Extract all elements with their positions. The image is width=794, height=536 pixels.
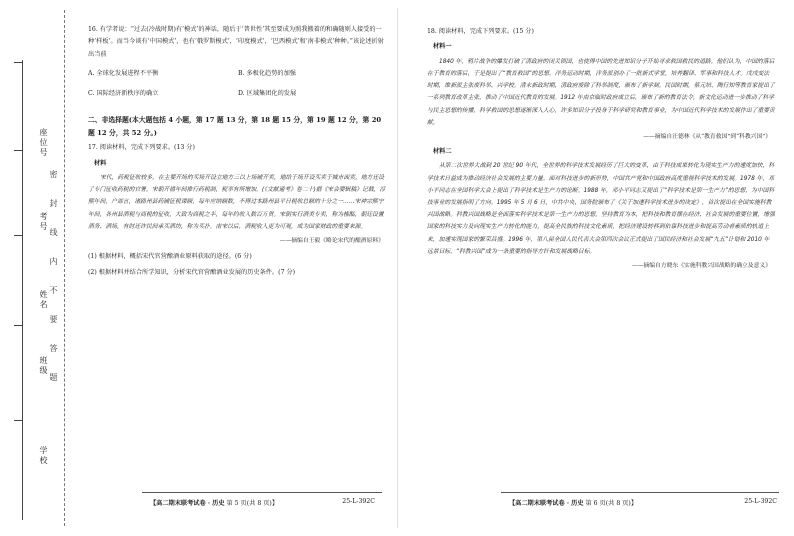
q17-source: ——摘编自王毅《略论宋代的酿酒原料》 — [279, 238, 384, 245]
footer-code: 25-L-392C — [342, 498, 375, 505]
q16-option-d[interactable]: D. 区域集团化的发展 — [238, 90, 297, 98]
q17-sub2: (2) 根据材料并结合所学知识，分析宋代官营酿酒业发展的历史条件。(7 分) — [88, 269, 296, 277]
q18-source2: ——摘编自方晓东《实施科教兴国战略的确立及意义》 — [631, 263, 771, 270]
q17-sub1: (1) 根据材料，概括宋代官营酿酒业原料获取的途径。(6 分) — [88, 253, 252, 261]
footer-divider — [142, 492, 382, 493]
cut-line — [64, 10, 65, 526]
q17-title: 17. 阅读材料，完成下列要求。(13 分) — [88, 144, 195, 152]
binding-margin — [0, 0, 70, 536]
left-footer — [150, 498, 375, 507]
q17-material-text: 宋代，药税征收较多，在主要开场的买场开设立地方三以上场铺开卖，地给于场开设买卖于城市面卖，地方还设了专门征收药税的官署，宋朝开禧年间推行药税制，税率有所增加。(《文献通考》卷二十)据《宋会要辑稿》记载，淳熙年间，户部言，诸路州县药铺征税课额，每年应纳额数，不得过本路州县平日税收总额的十分之一……宋神宗熙宁年间，各州县酒税与商税的征收，大致为商税之半，每年约收入数百万贯。宋朝实行酒类专卖，称为榷酤，朝廷设置酒务、酒场，有时还许民间承买酒坊，称为买扑。南宋以后，酒税收入更为可观，成为国家财政的重要来源。 — [88, 175, 386, 230]
exam-number-field[interactable]: 考号 — [39, 212, 48, 232]
q17-material-label: 材料 — [94, 159, 107, 167]
class-field[interactable]: 班级 — [39, 356, 48, 376]
footer-page: 第 5 页(共 8 页)】 — [226, 500, 279, 507]
field-tick — [14, 325, 22, 326]
footer-title: 【高二期末联考试卷 · 历史 — [509, 500, 584, 507]
q16-option-c[interactable]: C. 国际经济新秩序的确立 — [88, 90, 159, 98]
seat-number-field[interactable]: 座位号 — [39, 128, 48, 158]
q18-material2-text: 从第二次世界大战到 20 世纪 90 年代，全世界的科学技术发展经历了巨大的变革，由于科技成果转化为现实生产力的速度加快，科学技术日益成为推动经济社会发展的主要力量。面对科技进步的新形势，中国共产党和中国政府高度重视科学技术的发展。1978 年，邓小平同志在全国科学大会上提出了科学技术是生产力的论断。1988 年，邓小平同志又提出了“科学技术是第一生产力”的思想，为中国科技事业的发展指明了方向。1995 年 5 月 6 日，中共中央、国务院颁布了《关于加速科学技术进步的决定》，首次提出在全国实施科教兴国战略。科教兴国战略是全面落实科学技术是第一生产力的思想，坚持教育为本，把科技和教育摆在经济、社会发展的重要位置，增强国家的科技实力及向现实生产力转化的能力，提高全民族的科技文化素质，把经济建设转移到依靠科技进步和提高劳动者素质的轨道上来，加速实现国家的繁荣昌盛。1996 年，第八届全国人民代表大会第四次会议正式提出了国民经济和社会发展“九五”计划和 2010 年远景目标，“科教兴国”成为一条重要的指导方针和发展战略目标。 — [427, 163, 775, 255]
right-footer — [509, 498, 777, 507]
field-tick — [14, 62, 22, 63]
section-2-heading: 二、非选择题(本大题包括 4 小题，第 17 题 13 分，第 18 题 15 分，第 19 题 12 分，第 20 题 12 分，共 52 分。) — [88, 116, 382, 138]
left-content — [88, 24, 388, 279]
right-page — [397, 0, 794, 536]
footer-page: 第 6 页(共 8 页)】 — [585, 500, 638, 507]
q16-options — [88, 64, 388, 104]
field-tick — [14, 235, 22, 236]
name-field[interactable]: 姓名 — [39, 290, 48, 310]
footer-code: 25-L-392C — [744, 498, 777, 505]
binding-line — [22, 60, 23, 520]
q16-option-b[interactable]: B. 多极化趋势的加强 — [238, 70, 296, 78]
seal-warning-text: 密封线内不要答题 — [49, 170, 58, 402]
field-tick — [14, 420, 22, 421]
q16-stem: 16. 有学者说：“过去(冷战时期)有‘模式’的神话，随后于‘普世性’其至要成为照我搬着的和确随则人接受的一种‘样板’。而当今谈有‘中国模式’，也有‘俄罗斯模式’，‘印度模式’，‘巴西模式’和‘南非模式’种种。”该论述折射出当前 — [88, 26, 384, 58]
school-field[interactable]: 学校 — [39, 446, 48, 466]
footer-divider — [501, 492, 779, 493]
q18-material1-text: 1840 年，鸦片战争的爆发打破了清政府的闭关锁国，也使得中国的先进知识分子开始寻求救国救民的道路。他们认为，中国的落后在于教育的落后，于是提出了“教育救国”的思想。洋务运动时期，洋务派创办了一批新式学堂，培养翻译、军事和科技人才。戊戌变法时期，维新派主张废科举、兴学校。清末新政时期，清政府废除了科举制度，颁布了新学制。民国时期，蔡元培、陶行知等教育家提出了一系列教育改革主张，推动了中国近代教育的发展。1912 年南京临时政府成立后，颁布了新的教育法令，新文化运动进一步推动了科学与民主思想的传播，科学救国的思想逐渐深入人心，许多知识分子投身于科学研究和教育事业，为中国近代科学技术的发展作出了重要贡献。 — [427, 58, 775, 126]
q18-title: 18. 阅读材料，完成下列要求。(15 分) — [427, 28, 534, 35]
q18-material1-label: 材料一 — [433, 43, 452, 51]
q16-option-a[interactable]: A. 全球化发展进程不平衡 — [88, 70, 159, 78]
q18-source1: ——摘编自汪德林《从“教育救国”到“科教兴国”》 — [643, 134, 771, 141]
right-content — [427, 24, 775, 272]
q18-material2-label: 材料二 — [433, 148, 452, 156]
footer-title: 【高二期末联考试卷 · 历史 — [150, 500, 225, 507]
field-tick — [14, 150, 22, 151]
